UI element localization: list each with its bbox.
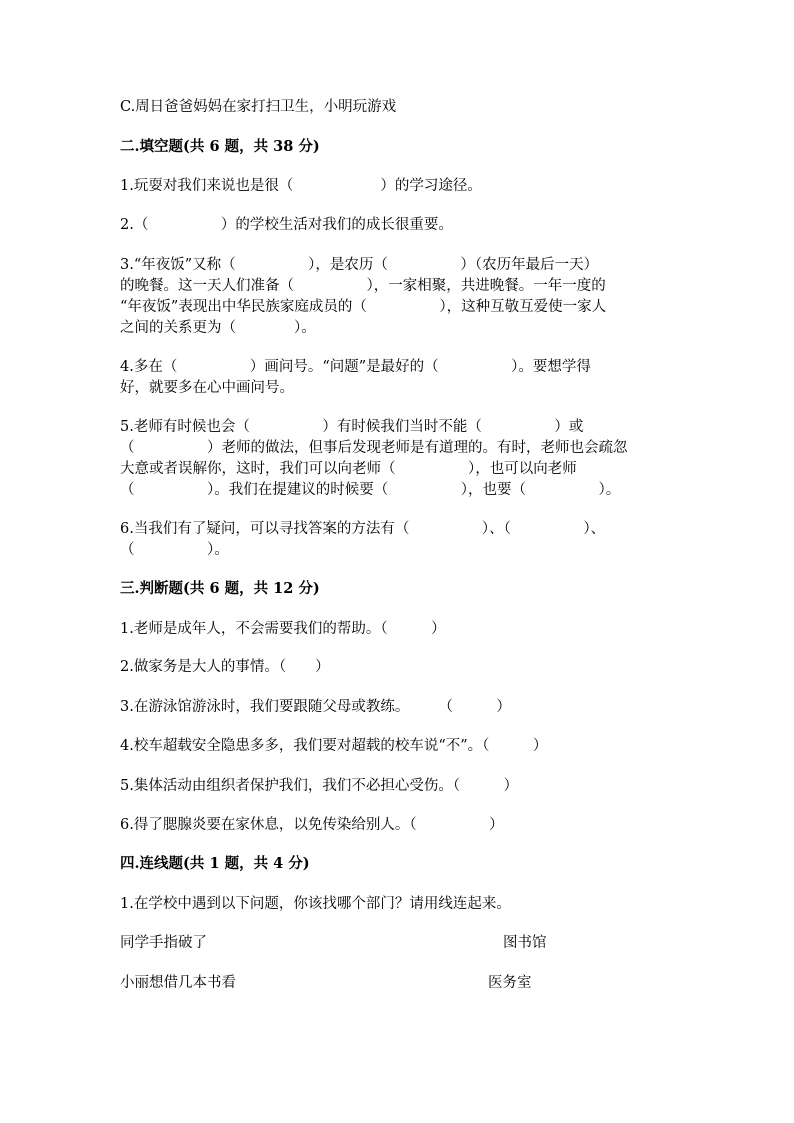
fill-question-3-line-1: 3.“年夜饭”又称（ ），是农历（ ）（农历年最后一天） — [120, 257, 599, 273]
fill-question-3-line-3: “年夜饭”表现出中华民族家庭成员的（ ），这种互敬互爱使一家人 — [120, 299, 607, 315]
fill-question-3-line-2: 的晚餐。这一天人们准备（ ），一家相聚，共进晚餐。一年一度的 — [120, 278, 606, 294]
judge-question-1: 1.老师是成年人，不会需要我们的帮助。（ ） — [120, 621, 446, 637]
matching-question-1: 1.在学校中遇到以下问题，你该找哪个部门？请用线连起来。 — [120, 896, 511, 912]
fill-question-5-line-4: （ ）。我们在提建议的时候要（ ），也要（ ）。 — [120, 482, 621, 498]
judge-question-2: 2.做家务是大人的事情。（ ） — [120, 659, 330, 675]
matching-left-item-2: 小丽想借几本书看 — [120, 975, 236, 991]
section-heading-fill-in: 二.填空题(共 6 题，共 38 分) — [120, 138, 320, 155]
fill-question-4-line-2: 好，就要多在心中画问号。 — [120, 380, 294, 396]
fill-question-3-line-4: 之间的关系更为（ ）。 — [120, 320, 316, 336]
judge-question-3: 3.在游泳馆游泳时，我们要跟随父母或教练。 （ ） — [120, 699, 511, 715]
fill-question-2: 2.（ ）的学校生活对我们的成长很重要。 — [120, 217, 453, 233]
judge-question-4: 4.校车超载安全隐患多多，我们要对超载的校车说“不”。（ ） — [120, 738, 548, 754]
option-c: C.周日爸爸妈妈在家打扫卫生，小明玩游戏 — [120, 99, 397, 115]
fill-question-5-line-3: 大意或者误解你，这时，我们可以向老师（ ），也可以向老师 — [120, 461, 577, 477]
section-heading-true-false: 三.判断题(共 6 题，共 12 分) — [120, 580, 320, 597]
matching-right-item-2: 医务室 — [488, 975, 532, 991]
fill-question-4-line-1: 4.多在（ ）画问号。“问题”是最好的（ ）。要想学得 — [120, 359, 591, 375]
section-heading-matching: 四.连线题(共 1 题，共 4 分) — [120, 855, 310, 872]
fill-question-5-line-1: 5.老师有时候也会（ ）有时候我们当时不能（ ）或 — [120, 419, 584, 435]
judge-question-5: 5.集体活动由组织者保护我们，我们不必担心受伤。（ ） — [120, 778, 519, 794]
fill-question-5-line-2: （ ）老师的做法，但事后发现老师是有道理的。有时，老师也会疏忽 — [120, 440, 628, 456]
fill-question-6-line-2: （ ）。 — [120, 542, 229, 558]
matching-right-item-1: 图书馆 — [503, 935, 547, 951]
judge-question-6: 6.得了腮腺炎要在家休息，以免传染给别人。（ ） — [120, 817, 504, 833]
fill-question-1: 1.玩耍对我们来说也是很（ ）的学习途径。 — [120, 178, 482, 194]
fill-question-6-line-1: 6.当我们有了疑问，可以寻找答案的方法有（ ）、（ ）、 — [120, 521, 606, 537]
matching-left-item-1: 同学手指破了 — [120, 935, 207, 951]
